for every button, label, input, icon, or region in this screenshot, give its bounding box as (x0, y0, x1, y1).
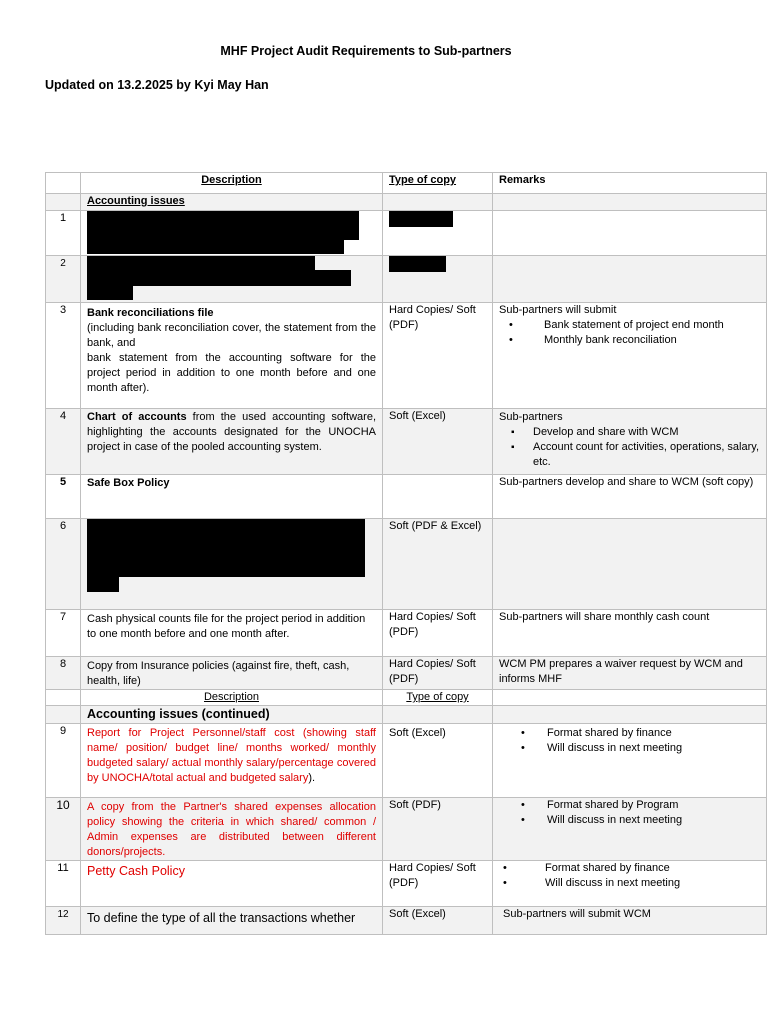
redaction-block (389, 256, 446, 272)
row-description (81, 475, 383, 519)
row-title: Bank reconciliations file (87, 307, 214, 319)
list-item: • Format shared by finance (499, 726, 760, 741)
row-remarks (493, 211, 767, 256)
row-description: A copy from the Partner's shared expenses allocation policy showing the criteria in which shared/ common / Admin expenses are distributed between different donors/projects. (81, 798, 383, 861)
redaction-block (389, 211, 453, 227)
table-row (46, 519, 767, 610)
row-type (383, 211, 493, 256)
table-row (46, 907, 767, 935)
row-type: Soft (PDF) (383, 798, 493, 861)
table-row (46, 409, 767, 475)
row-remarks (493, 256, 767, 303)
row-number: 10 (46, 798, 81, 861)
document-title: MHF Project Audit Requirements to Sub-partners (220, 44, 512, 58)
list-item: ▪ Develop and share with WCM (499, 425, 760, 440)
table-row (46, 861, 767, 907)
row-remarks: WCM PM prepares a waiver request by WCM and informs MHF (493, 657, 767, 690)
row-type (383, 475, 493, 519)
remarks-intro: Sub-partners will submit (499, 304, 617, 316)
row-description (81, 409, 383, 475)
section-row (46, 706, 767, 724)
section-label: Accounting issues (continued) (87, 707, 270, 721)
section-type-cell (383, 706, 493, 724)
row-remarks: Sub-partners will share monthly cash count (493, 610, 767, 657)
section-remarks-cell (493, 706, 767, 724)
row-number: 1 (46, 211, 81, 256)
redaction-block (87, 240, 344, 254)
row-number: 3 (46, 303, 81, 409)
row-type: Soft (PDF & Excel) (383, 519, 493, 610)
row-number: 7 (46, 610, 81, 657)
row-type: Soft (Excel) (383, 409, 493, 475)
row-title: Chart of accounts (87, 411, 187, 423)
section-label: Accounting issues (87, 195, 185, 207)
row-remarks (493, 724, 767, 798)
row-number: 4 (46, 409, 81, 475)
remarks-intro: Sub-partners (499, 411, 563, 423)
remarks-list (499, 861, 760, 891)
row-title: Safe Box Policy (87, 477, 170, 489)
row-description: Petty Cash Policy (81, 861, 383, 907)
redaction-block (87, 577, 119, 592)
redaction-block (87, 211, 359, 240)
section-label-cell (81, 706, 383, 724)
row-remarks: Sub-partners develop and share to WCM (soft copy) (493, 475, 767, 519)
row-body-red: Report for Project Personnel/staff cost (showing staff name/ position/ budget line/ months worked/ monthly budgeted salary/ actual monthly salary/percentage covered by UNOCHA/total actual and budgeted salary (87, 727, 376, 784)
row-description (81, 256, 383, 303)
subheader-type-of-copy: Type of copy (383, 690, 493, 706)
row-body-continued: bank statement from the accounting software for the project period in addition to one month before and one month after). (87, 352, 376, 394)
table-row (46, 211, 767, 256)
row-description: Cash physical counts file for the project period in addition to one month before and one month after. (81, 610, 383, 657)
row-body: (including bank reconciliation cover, the statement from the bank, and (87, 322, 376, 349)
row-remarks (493, 798, 767, 861)
repeated-header-row (46, 690, 767, 706)
list-item: • Will discuss in next meeting (499, 741, 760, 756)
list-item: • Bank statement of project end month (499, 318, 760, 333)
redaction-block (87, 286, 133, 300)
row-remarks (493, 303, 767, 409)
row-number: 12 (46, 907, 81, 935)
table-row (46, 724, 767, 798)
row-remarks (493, 519, 767, 610)
redaction-block (87, 519, 365, 577)
section-remarks-cell (493, 194, 767, 211)
list-item: • Format shared by finance (499, 861, 760, 876)
header-number-cell (46, 173, 81, 194)
list-item: • Monthly bank reconciliation (499, 333, 760, 348)
row-type: Hard Copies/ Soft (PDF) (383, 610, 493, 657)
document-subtitle: Updated on 13.2.2025 by Kyi May Han (45, 78, 269, 92)
row-type: Hard Copies/ Soft (PDF) (383, 303, 493, 409)
row-number: 6 (46, 519, 81, 610)
row-remarks: Sub-partners will submit WCM (493, 907, 767, 935)
section-label-cell (81, 194, 383, 211)
row-description (81, 519, 383, 610)
table-row (46, 657, 767, 690)
header-type-of-copy: Type of copy (383, 173, 493, 194)
section-type-cell (383, 194, 493, 211)
row-number: 11 (46, 861, 81, 907)
row-number: 9 (46, 724, 81, 798)
list-item: • Will discuss in next meeting (499, 813, 760, 828)
row-type: Soft (Excel) (383, 724, 493, 798)
table-row (46, 256, 767, 303)
header-description: Description (81, 173, 383, 194)
subheader-description: Description (81, 690, 383, 706)
row-description: To define the type of all the transactions whether (81, 907, 383, 935)
table-row (46, 303, 767, 409)
audit-requirements-table (45, 172, 767, 935)
header-remarks: Remarks (493, 173, 767, 194)
subheader-remarks-cell (493, 690, 767, 706)
list-item: • Format shared by Program (499, 798, 760, 813)
table-row (46, 610, 767, 657)
row-description (81, 724, 383, 798)
list-item: ▪ Account count for activities, operations, salary, etc. (499, 440, 760, 470)
row-type: Hard Copies/ Soft (PDF) (383, 861, 493, 907)
row-body-end: ). (308, 772, 316, 784)
row-type: Soft (Excel) (383, 907, 493, 935)
row-number: 5 (46, 475, 81, 519)
row-type (383, 256, 493, 303)
row-description (81, 211, 383, 256)
subheader-number-cell (46, 690, 81, 706)
row-remarks (493, 409, 767, 475)
table-row (46, 798, 767, 861)
remarks-list (499, 798, 760, 828)
remarks-list (499, 726, 760, 756)
redaction-block (87, 270, 351, 286)
redaction-block (87, 256, 315, 270)
row-body: from the used accounting software, highlighting the accounts designated for the UNOCHA project in case of the pooled accounting system. (87, 411, 376, 453)
table-header-row (46, 173, 767, 194)
row-type: Hard Copies/ Soft (PDF) (383, 657, 493, 690)
section-number-cell (46, 194, 81, 211)
row-number: 2 (46, 256, 81, 303)
section-row (46, 194, 767, 211)
row-number: 8 (46, 657, 81, 690)
remarks-list (499, 425, 760, 470)
table-row (46, 475, 767, 519)
section-number-cell (46, 706, 81, 724)
remarks-list (499, 318, 760, 348)
row-remarks (493, 861, 767, 907)
row-description: Copy from Insurance policies (against fire, theft, cash, health, life) (81, 657, 383, 690)
list-item: • Will discuss in next meeting (499, 876, 760, 891)
row-description (81, 303, 383, 409)
